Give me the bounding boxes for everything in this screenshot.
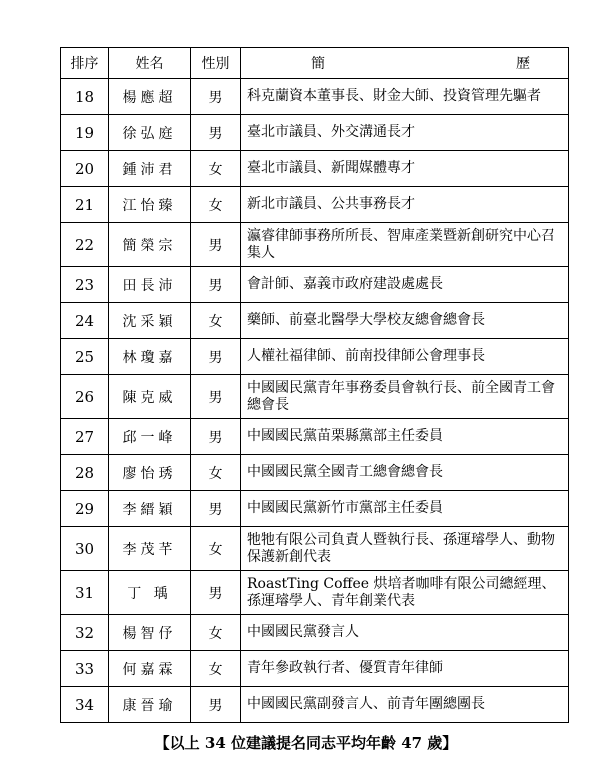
- row-name: 陳克威: [109, 375, 191, 419]
- row-bio: 中國國民黨苗栗縣黨部主任委員: [241, 419, 569, 455]
- row-number: 29: [61, 491, 109, 527]
- table-row: [61, 115, 569, 151]
- row-gender: 女: [191, 187, 241, 223]
- row-number: 28: [61, 455, 109, 491]
- row-gender: 男: [191, 79, 241, 115]
- row-bio: 中國國民黨新竹市黨部主任委員: [241, 491, 569, 527]
- row-gender: 男: [191, 267, 241, 303]
- row-name: 楊應超: [109, 79, 191, 115]
- row-gender: 女: [191, 527, 241, 571]
- table-row: [61, 79, 569, 115]
- table-row: [61, 339, 569, 375]
- header-name: 姓名: [109, 48, 191, 79]
- row-number: 30: [61, 527, 109, 571]
- row-bio: 臺北市議員、外交溝通長才: [241, 115, 569, 151]
- row-bio: 會計師、嘉義市政府建設處處長: [241, 267, 569, 303]
- table-row: [61, 375, 569, 419]
- row-number: 19: [61, 115, 109, 151]
- row-number: 33: [61, 651, 109, 687]
- table-row: [61, 223, 569, 267]
- row-bio: RoastTing Coffee 烘培者咖啡有限公司總經理、孫運璿學人、青年創業代表: [241, 571, 569, 615]
- row-gender: 男: [191, 115, 241, 151]
- row-bio: 中國國民黨全國青工總會總會長: [241, 455, 569, 491]
- table-row: [61, 187, 569, 223]
- row-name: 沈采穎: [109, 303, 191, 339]
- row-gender: 男: [191, 571, 241, 615]
- table-row: [61, 571, 569, 615]
- row-number: 18: [61, 79, 109, 115]
- row-gender: 女: [191, 455, 241, 491]
- row-bio: 藥師、前臺北醫學大學校友總會總會長: [241, 303, 569, 339]
- row-gender: 男: [191, 687, 241, 723]
- row-name: 李縉穎: [109, 491, 191, 527]
- average-age-note: 【以上 34 位建議提名同志平均年齡 47 歲】: [154, 734, 458, 752]
- row-number: 34: [61, 687, 109, 723]
- row-name: 廖怡琇: [109, 455, 191, 491]
- row-name: 林瓊嘉: [109, 339, 191, 375]
- row-name: 鍾沛君: [109, 151, 191, 187]
- table-row: [61, 527, 569, 571]
- row-bio: 牠牠有限公司負責人暨執行長、孫運璿學人、動物保護新創代表: [241, 527, 569, 571]
- row-number: 32: [61, 615, 109, 651]
- row-number: 24: [61, 303, 109, 339]
- row-number: 31: [61, 571, 109, 615]
- row-name: 何嘉霖: [109, 651, 191, 687]
- table-row: [61, 651, 569, 687]
- row-gender: 女: [191, 651, 241, 687]
- row-number: 20: [61, 151, 109, 187]
- row-bio: 人權社福律師、前南投律師公會理事長: [241, 339, 569, 375]
- row-number: 26: [61, 375, 109, 419]
- table-row: [61, 419, 569, 455]
- row-number: 25: [61, 339, 109, 375]
- row-gender: 男: [191, 339, 241, 375]
- row-number: 21: [61, 187, 109, 223]
- row-number: 23: [61, 267, 109, 303]
- row-gender: 女: [191, 615, 241, 651]
- table-row: [61, 491, 569, 527]
- row-bio: 青年參政執行者、優質青年律師: [241, 651, 569, 687]
- row-name: 丁 瑀: [109, 571, 191, 615]
- row-gender: 女: [191, 151, 241, 187]
- row-gender: 男: [191, 491, 241, 527]
- row-name: 楊智伃: [109, 615, 191, 651]
- row-name: 邱一峰: [109, 419, 191, 455]
- row-name: 簡榮宗: [109, 223, 191, 267]
- table-row: [61, 687, 569, 723]
- table-row: [61, 151, 569, 187]
- row-bio: 瀛睿律師事務所所長、智庫產業暨新創研究中心召集人: [241, 223, 569, 267]
- header-rank: 排序: [61, 48, 109, 79]
- header-history: [241, 48, 569, 79]
- row-name: 徐弘庭: [109, 115, 191, 151]
- row-number: 22: [61, 223, 109, 267]
- row-name: 江怡臻: [109, 187, 191, 223]
- row-bio: 新北市議員、公共事務長才: [241, 187, 569, 223]
- header-history-char-2: 歷: [516, 56, 530, 72]
- row-bio: 中國國民黨青年事務委員會執行長、前全國青工會總會長: [241, 375, 569, 419]
- row-bio: 中國國民黨副發言人、前青年團總團長: [241, 687, 569, 723]
- header-history-char-1: 簡: [311, 56, 325, 72]
- row-gender: 女: [191, 303, 241, 339]
- row-gender: 男: [191, 419, 241, 455]
- table-header-row: [61, 48, 569, 79]
- row-name: 李茂芊: [109, 527, 191, 571]
- row-bio: 科克蘭資本董事長、財金大師、投資管理先驅者: [241, 79, 569, 115]
- header-gender: 性別: [191, 48, 241, 79]
- row-name: 田長沛: [109, 267, 191, 303]
- table-row: [61, 267, 569, 303]
- row-gender: 男: [191, 223, 241, 267]
- row-number: 27: [61, 419, 109, 455]
- table-row: [61, 615, 569, 651]
- nominee-table: [60, 47, 569, 723]
- row-bio: 臺北市議員、新聞媒體專才: [241, 151, 569, 187]
- row-bio: 中國國民黨發言人: [241, 615, 569, 651]
- table-row: [61, 303, 569, 339]
- row-name: 康晉瑜: [109, 687, 191, 723]
- table-row: [61, 455, 569, 491]
- row-gender: 男: [191, 375, 241, 419]
